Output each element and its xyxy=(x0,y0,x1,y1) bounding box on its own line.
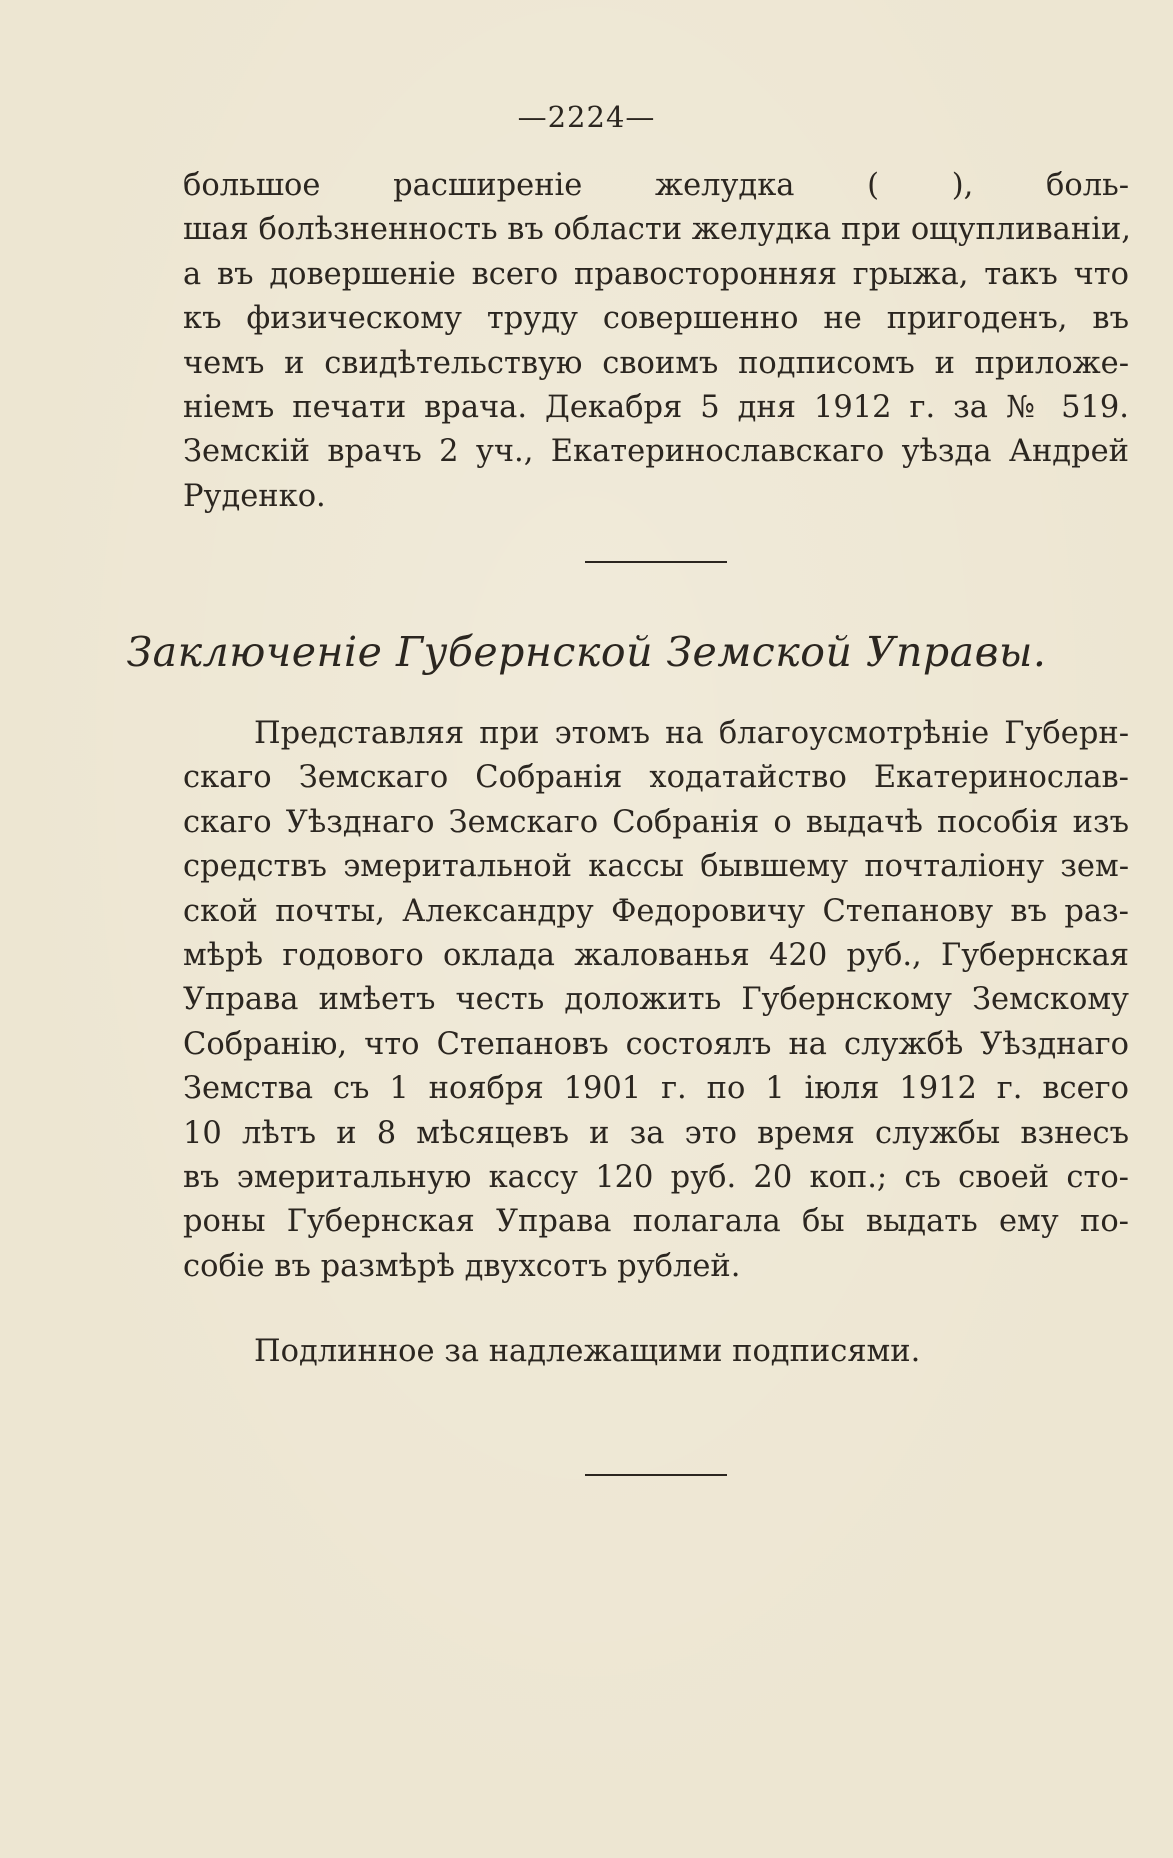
text-line: ской почты, Александру Федоровичу Степанову въ раз- xyxy=(183,893,1129,929)
text-line: большое расширеніе желудка ( ), боль- xyxy=(183,168,1129,203)
text-line: Земства съ 1 ноября 1901 г. по 1 іюля 1912 г. всего xyxy=(183,1071,1129,1107)
main-paragraph xyxy=(183,712,1129,1289)
text-line: скаго Уѣзднаго Земскаго Собранія о выдачѣ пособія изъ xyxy=(183,804,1129,840)
text-line: Руденко. xyxy=(183,478,326,514)
text-line: шая болѣзненность въ области желудка при ощупливаніи, xyxy=(183,212,1131,248)
text-line: скаго Земскаго Собранія ходатайство Екатеринослав- xyxy=(183,760,1129,796)
text-line: средствъ эмеритальной кассы бывшему почталіону зем- xyxy=(183,849,1129,885)
text-line: Собранію, что Степановъ состоялъ на службѣ Уѣзднаго xyxy=(183,1026,1129,1062)
text-line: чемъ и свидѣтельствую своимъ подписомъ и приложе- xyxy=(183,345,1129,381)
text-line: Земскій врачъ 2 уч., Екатеринославскаго уѣзда Андрей xyxy=(183,434,1129,470)
text-line: Управа имѣетъ честь доложить Губернскому Земскому xyxy=(183,982,1129,1018)
text-line: Представляя при этомъ на благоусмотрѣніе Губерн- xyxy=(254,716,1129,751)
closing-line: Подлинное за надлежащими подписями. xyxy=(254,1334,921,1369)
section-heading: Заключеніе Губернской Земской Управы. xyxy=(126,628,1047,676)
text-line: мѣрѣ годового оклада жалованья 420 руб., Губернская xyxy=(183,937,1129,973)
text-line: роны Губернская Управа полагала бы выдать ему по- xyxy=(183,1204,1129,1240)
text-line: 10 лѣтъ и 8 мѣсяцевъ и за это время службы взнесъ xyxy=(183,1115,1129,1151)
text-line: собіе въ размѣрѣ двухсотъ рублей. xyxy=(183,1248,741,1284)
end-divider xyxy=(585,1474,727,1476)
section-divider xyxy=(585,561,727,563)
text-line: ніемъ печати врача. Декабря 5 дня 1912 г. за № 519. xyxy=(183,389,1129,425)
text-line: а въ довершеніе всего правосторонняя грыжа, такъ что xyxy=(183,256,1129,292)
page-number: —2224— xyxy=(517,100,656,134)
text-line: къ физическому труду совершенно не пригоденъ, въ xyxy=(183,301,1129,337)
text-line: въ эмеритальную кассу 120 руб. 20 коп.; съ своей сто- xyxy=(183,1159,1129,1195)
top-paragraph xyxy=(183,164,1129,519)
